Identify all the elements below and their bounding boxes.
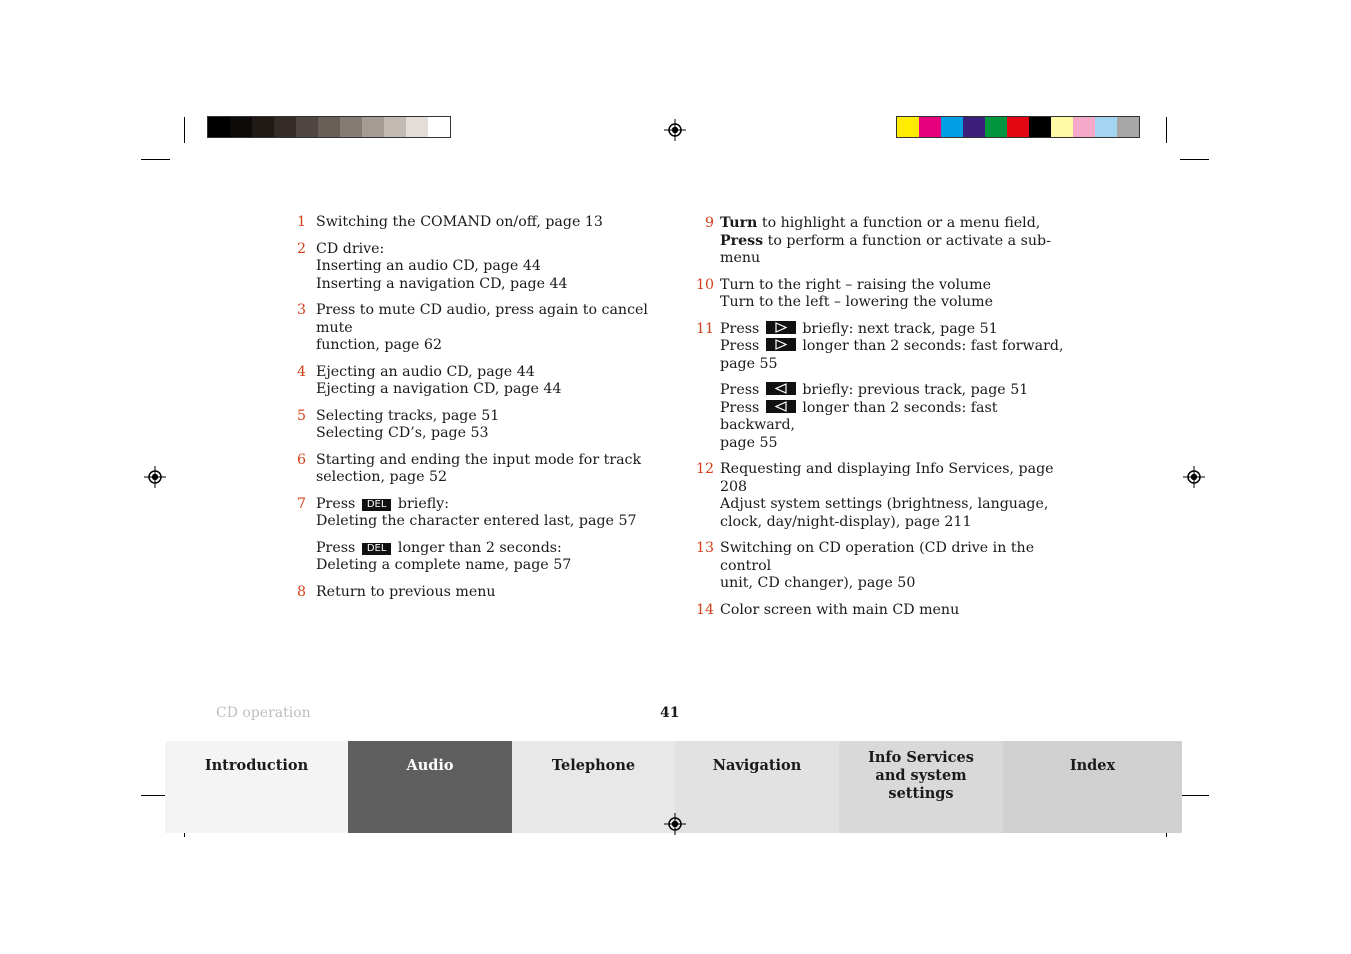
item-number: 11 <box>695 320 714 337</box>
del-key-icon: DEL <box>362 543 392 555</box>
color-swatch <box>296 117 318 137</box>
item-text: briefly: previous track, page 51 <box>802 382 1029 398</box>
item-text: to highlight a function or a menu field, <box>757 215 1041 231</box>
item-number: 10 <box>695 276 714 293</box>
item-text: Press <box>316 539 356 556</box>
press-label: Press <box>720 232 764 249</box>
color-swatch <box>274 117 296 137</box>
item-text: Adjust system settings (brightness, language, <box>720 496 1049 512</box>
item-text: Inserting an audio CD, page 44 <box>316 258 541 274</box>
next-track-key-icon <box>766 321 796 334</box>
item-number: 9 <box>704 215 714 231</box>
color-swatch <box>1029 117 1051 137</box>
item-text: Selecting CD’s, page 53 <box>316 425 489 441</box>
legend-item-9 <box>690 215 1070 268</box>
registration-mark-icon <box>144 466 166 488</box>
tab-telephone[interactable]: Telephone <box>512 741 675 833</box>
crop-mark <box>1166 117 1167 143</box>
item-text: longer than 2 seconds: <box>397 539 562 556</box>
previous-track-key-icon <box>766 400 796 413</box>
color-swatch <box>1095 117 1117 137</box>
legend-item-8 <box>290 584 670 602</box>
item-text: Ejecting an audio CD, page 44 <box>316 363 535 380</box>
tab-navigation[interactable]: Navigation <box>675 741 839 833</box>
next-track-key-icon <box>766 338 796 351</box>
legend-item-12 <box>690 461 1070 531</box>
color-swatch <box>1117 117 1139 137</box>
legend-item-13 <box>690 540 1070 593</box>
item-number: 7 <box>296 495 306 512</box>
item-text: Ejecting a navigation CD, page 44 <box>316 381 562 397</box>
item-number: 1 <box>296 214 306 230</box>
color-swatch <box>340 117 362 137</box>
item-text: Press <box>720 399 760 416</box>
item-text: Return to previous menu <box>316 583 496 600</box>
crop-mark <box>184 117 185 143</box>
item-text: Selecting tracks, page 51 <box>316 407 500 424</box>
page-number: 41 <box>660 705 680 721</box>
item-number: 2 <box>296 240 306 257</box>
color-swatch <box>230 117 252 137</box>
item-number: 5 <box>296 407 306 424</box>
legend-item-4 <box>290 364 670 399</box>
left-legend-column <box>290 214 670 610</box>
item-text: longer than 2 seconds: fast backward, <box>720 399 998 433</box>
item-text: Switching the COMAND on/off, page 13 <box>316 214 603 230</box>
legend-item-3 <box>290 302 670 355</box>
legend-item-11 <box>690 321 1070 453</box>
color-swatch <box>919 117 941 137</box>
color-swatch <box>963 117 985 137</box>
tab-index[interactable]: Index <box>1003 741 1182 833</box>
tab-audio[interactable]: Audio <box>348 741 512 833</box>
item-text: briefly: next track, page 51 <box>802 320 998 337</box>
item-number: 4 <box>296 363 306 380</box>
item-text: clock, day/night-display), page 211 <box>720 513 972 530</box>
item-text: Starting and ending the input mode for track <box>316 451 642 468</box>
color-swatch <box>1051 117 1073 137</box>
item-text: to perform a function or activate a sub-menu <box>720 232 1051 266</box>
legend-item-10 <box>690 277 1070 312</box>
color-swatch <box>318 117 340 137</box>
crop-mark <box>1180 795 1209 796</box>
color-swatch <box>941 117 963 137</box>
registration-mark-icon <box>664 119 686 141</box>
turn-label: Turn <box>720 215 758 231</box>
item-number: 6 <box>296 451 306 468</box>
legend-item-1 <box>290 214 670 232</box>
item-text: CD drive: <box>316 240 385 257</box>
legend-item-5 <box>290 408 670 443</box>
item-text: Deleting the character entered last, page 57 <box>316 513 637 529</box>
color-swatch <box>362 117 384 137</box>
legend-item-14 <box>690 602 1070 620</box>
item-number: 14 <box>695 601 714 618</box>
item-text: selection, page 52 <box>316 469 448 485</box>
legend-item-2 <box>290 241 670 294</box>
color-swatch <box>208 117 230 137</box>
item-number: 13 <box>695 540 714 556</box>
item-text: Turn to the left – lowering the volume <box>720 294 994 310</box>
color-swatch <box>1007 117 1029 137</box>
item-number: 12 <box>695 461 714 477</box>
tab-info[interactable]: Info Services and system settings <box>839 741 1003 833</box>
item-text: longer than 2 seconds: fast forward, <box>802 338 1064 354</box>
del-key-icon: DEL <box>362 499 392 511</box>
item-number: 8 <box>296 583 306 600</box>
tab-introduction[interactable]: Introduction <box>165 741 348 833</box>
color-swatch <box>897 117 919 137</box>
item-text: page 55 <box>720 355 778 372</box>
item-text: briefly: <box>397 495 449 512</box>
item-text: Press <box>316 495 356 512</box>
color-swatch <box>1073 117 1095 137</box>
item-number: 3 <box>296 302 306 318</box>
item-text: Press <box>720 338 760 354</box>
item-text: unit, CD changer), page 50 <box>720 575 916 591</box>
color-swatch <box>428 117 450 137</box>
item-text: Color screen with main CD menu <box>720 601 960 618</box>
right-legend-column <box>690 215 1070 628</box>
item-text: Switching on CD operation (CD drive in the control <box>720 540 1035 574</box>
crop-mark <box>141 159 170 160</box>
item-text: function, page 62 <box>316 337 442 353</box>
color-swatch <box>406 117 428 137</box>
item-text: Press to mute CD audio, press again to cancel mute <box>316 302 648 336</box>
item-text: Requesting and displaying Info Services, page 208 <box>720 461 1054 495</box>
grayscale-calibration-strip <box>207 116 451 138</box>
legend-item-7 <box>290 496 670 575</box>
color-swatch <box>384 117 406 137</box>
color-swatch <box>252 117 274 137</box>
item-text: Deleting a complete name, page 57 <box>316 557 572 573</box>
item-text: page 55 <box>720 434 778 451</box>
registration-mark-icon <box>1183 466 1205 488</box>
item-text: Turn to the right – raising the volume <box>720 276 992 293</box>
item-text: Press <box>720 382 760 398</box>
previous-track-key-icon <box>766 382 796 395</box>
item-text: Press <box>720 320 760 337</box>
item-text: Inserting a navigation CD, page 44 <box>316 275 568 292</box>
legend-item-6 <box>290 452 670 487</box>
registration-mark-icon <box>664 813 686 835</box>
section-label: CD operation <box>216 705 311 721</box>
color-calibration-strip <box>896 116 1140 138</box>
crop-mark <box>1180 159 1209 160</box>
color-swatch <box>985 117 1007 137</box>
